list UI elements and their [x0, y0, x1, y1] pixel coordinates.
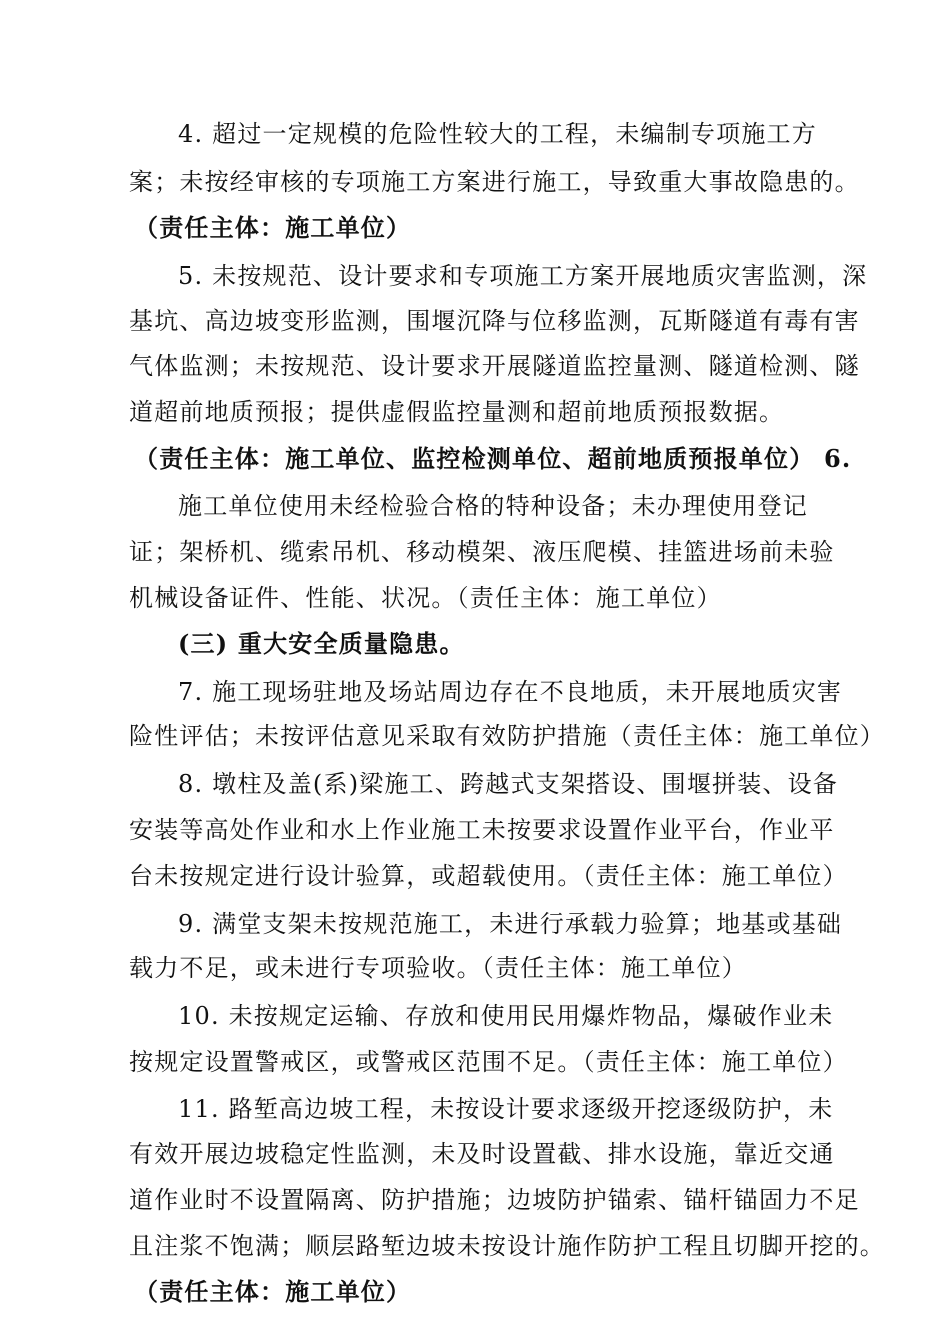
- paragraph-6-line-1: 施工单位使用未经检验合格的特种设备；未办理使用登记: [178, 492, 808, 520]
- paragraph-5-line-2: 基坑、高边坡变形监测，围堰沉降与位移监测，瓦斯隧道有毒有害: [129, 307, 860, 335]
- paragraph-7-line-1: 7. 施工现场驻地及场站周边存在不良地质，未开展地质灾害: [178, 678, 843, 706]
- paragraph-8-line-2: 安装等高处作业和水上作业施工未按要求设置作业平台，作业平: [129, 816, 835, 844]
- paragraph-8-line-3: 台未按规定进行设计验算，或超载使用。（责任主体：施工单位）: [129, 862, 848, 890]
- paragraph-9-line-1: 9. 满堂支架未按规范施工，未进行承载力验算；地基或基础: [178, 910, 843, 938]
- section-heading-3: (三) 重大安全质量隐患。: [178, 629, 465, 658]
- paragraph-6-line-2: 证；架桥机、缆索吊机、移动模架、液压爬模、挂篮进场前未验: [129, 538, 835, 566]
- paragraph-8-line-1: 8. 墩柱及盖(系)梁施工、跨越式支架搭设、围堰拼装、设备: [178, 770, 839, 798]
- paragraph-5-line-3: 气体监测；未按规范、设计要求开展隧道监控量测、隧道检测、隧: [129, 352, 860, 380]
- paragraph-10-line-2: 按规定设置警戒区，或警戒区范围不足。（责任主体：施工单位）: [129, 1048, 848, 1076]
- paragraph-9-line-2: 载力不足，或未进行专项验收。（责任主体：施工单位）: [129, 954, 747, 982]
- paragraph-5-responsibility: （责任主体：施工单位、监控检测单位、超前地质预报单位） 6.: [134, 444, 852, 473]
- paragraph-4-line-1: 4. 超过一定规模的危险性较大的工程，未编制专项施工方: [178, 120, 817, 148]
- paragraph-11-line-2: 有效开展边坡稳定性监测，未及时设置截、排水设施，靠近交通: [129, 1140, 835, 1168]
- paragraph-11-line-4: 且注浆不饱满；顺层路堑边坡未按设计施作防护工程且切脚开挖的。: [129, 1232, 885, 1260]
- paragraph-5-line-4: 道超前地质预报；提供虚假监控量测和超前地质预报数据。: [129, 398, 785, 426]
- paragraph-7-line-2: 险性评估；未按评估意见采取有效防护措施（责任主体：施工单位）: [129, 722, 885, 750]
- paragraph-11-line-1: 11. 路堑高边坡工程，未按设计要求逐级开挖逐级防护，未: [178, 1095, 834, 1123]
- paragraph-11-responsibility: （责任主体：施工单位）: [134, 1277, 412, 1306]
- paragraph-10-line-1: 10. 未按规定运输、存放和使用民用爆炸物品，爆破作业未: [178, 1002, 834, 1030]
- paragraph-4-responsibility: （责任主体：施工单位）: [134, 213, 412, 242]
- paragraph-11-line-3: 道作业时不设置隔离、防护措施；边坡防护锚索、锚杆锚固力不足: [129, 1186, 860, 1214]
- paragraph-6-line-3: 机械设备证件、性能、状况。（责任主体：施工单位）: [129, 584, 722, 612]
- paragraph-4-line-2: 案；未按经审核的专项施工方案进行施工，导致重大事故隐患的。: [129, 168, 860, 196]
- paragraph-5-line-1: 5. 未按规范、设计要求和专项施工方案开展地质灾害监测，深: [178, 262, 868, 290]
